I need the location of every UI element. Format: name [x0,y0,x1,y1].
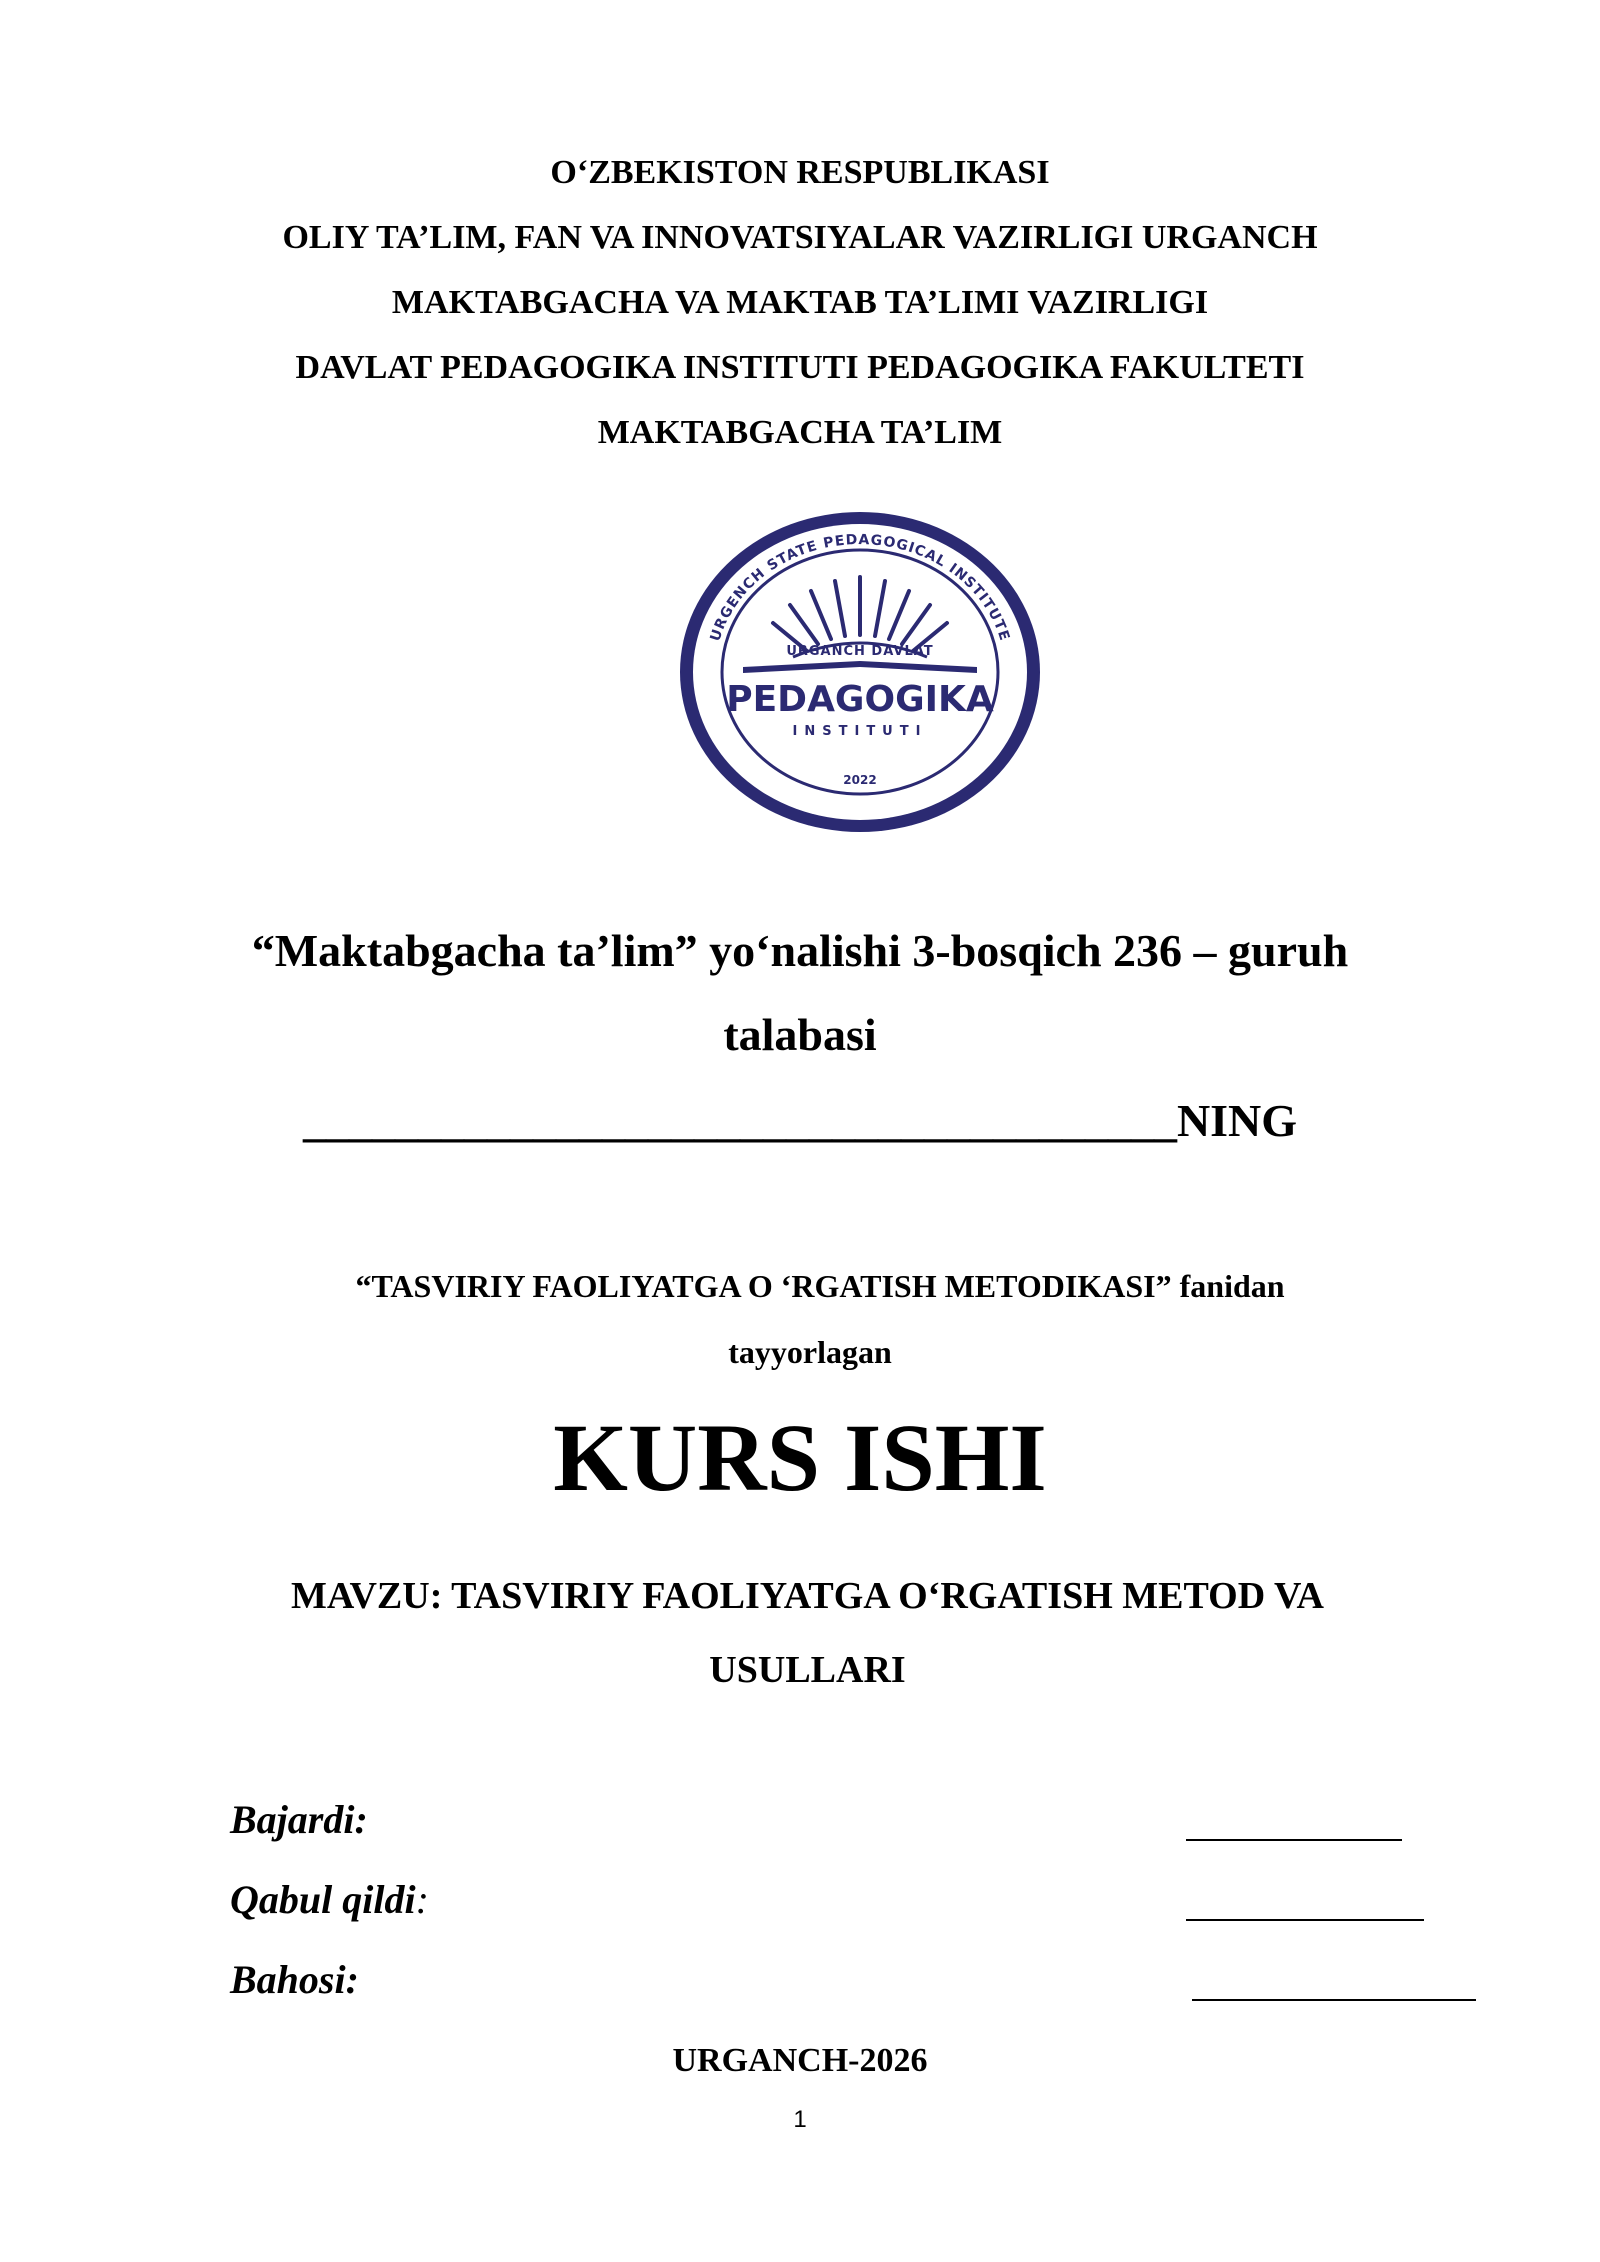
header-line-2: OLIY TA’LIM, FAN VA INNOVATSIYALAR VAZIRLIGI URGANCH [282,219,1318,256]
bahosi-signature-line [1192,1999,1476,2001]
topic-line-2: USULLARI [709,1649,906,1691]
student-name-line [0,1094,1600,1147]
topic-line-1: MAVZU: TASVIRIY FAOLIYATGA O‘RGATISH METOD VA [291,1575,1324,1617]
logo-inner-text: URGANCH DAVLAT [786,644,934,659]
document-type-title: KURS ISHI [553,1404,1047,1511]
header-line-4: DAVLAT PEDAGOGIKA INSTITUTI PEDAGOGIKA FAKULTETI [295,349,1305,386]
subject-line-2: tayyorlagan [728,1334,892,1370]
logo-subtitle: INSTITUTI [792,724,928,739]
bajardi-signature-line [1186,1839,1402,1841]
subject-line-1: “TASVIRIY FAOLIYATGA O ‘RGATISH METODIKASI” fanidan [355,1268,1285,1304]
student-line-2: talabasi [723,1009,877,1060]
institute-logo [675,507,1045,837]
logo-year: 2022 [843,773,877,787]
logo-russian-text: УРГЕНЧСКИЙ ГОСУДАРСТВЕННЫЙ ПЕДАГОГИЧЕСКИЙ ИНСТИТУТ [699,667,1021,816]
qabul-qildi-colon: : [415,1877,429,1922]
logo-name: PEDAGOGIKA [726,679,994,720]
header-line-5: MAKTABGACHA TA’LIM [597,414,1003,451]
header-line-1: O‘ZBEKISTON RESPUBLIKASI [550,154,1050,191]
student-name-suffix: NING [1176,1095,1298,1146]
bahosi-label: Bahosi: [230,1957,359,2002]
header-line-3: MAKTABGACHA VA MAKTAB TA’LIMI VAZIRLIGI [391,284,1209,321]
student-name-blank: ______________________________________ [302,1095,1177,1146]
bajardi-label: Bajardi: [230,1797,368,1842]
student-line-1: “Maktabgacha ta’lim” yo‘nalishi 3-bosqich 236 – guruh [251,925,1349,976]
qabul-qildi-text: Qabul qildi [230,1877,416,1922]
logo-outer-text: URGENCH STATE PEDAGOGICAL INSTITUTE [707,531,1013,644]
qabul-qildi-signature-line [1186,1919,1424,1921]
qabul-qildi-label [230,1876,429,1923]
page-number: 1 [793,2106,807,2133]
city-year: URGANCH-2026 [672,2042,928,2079]
